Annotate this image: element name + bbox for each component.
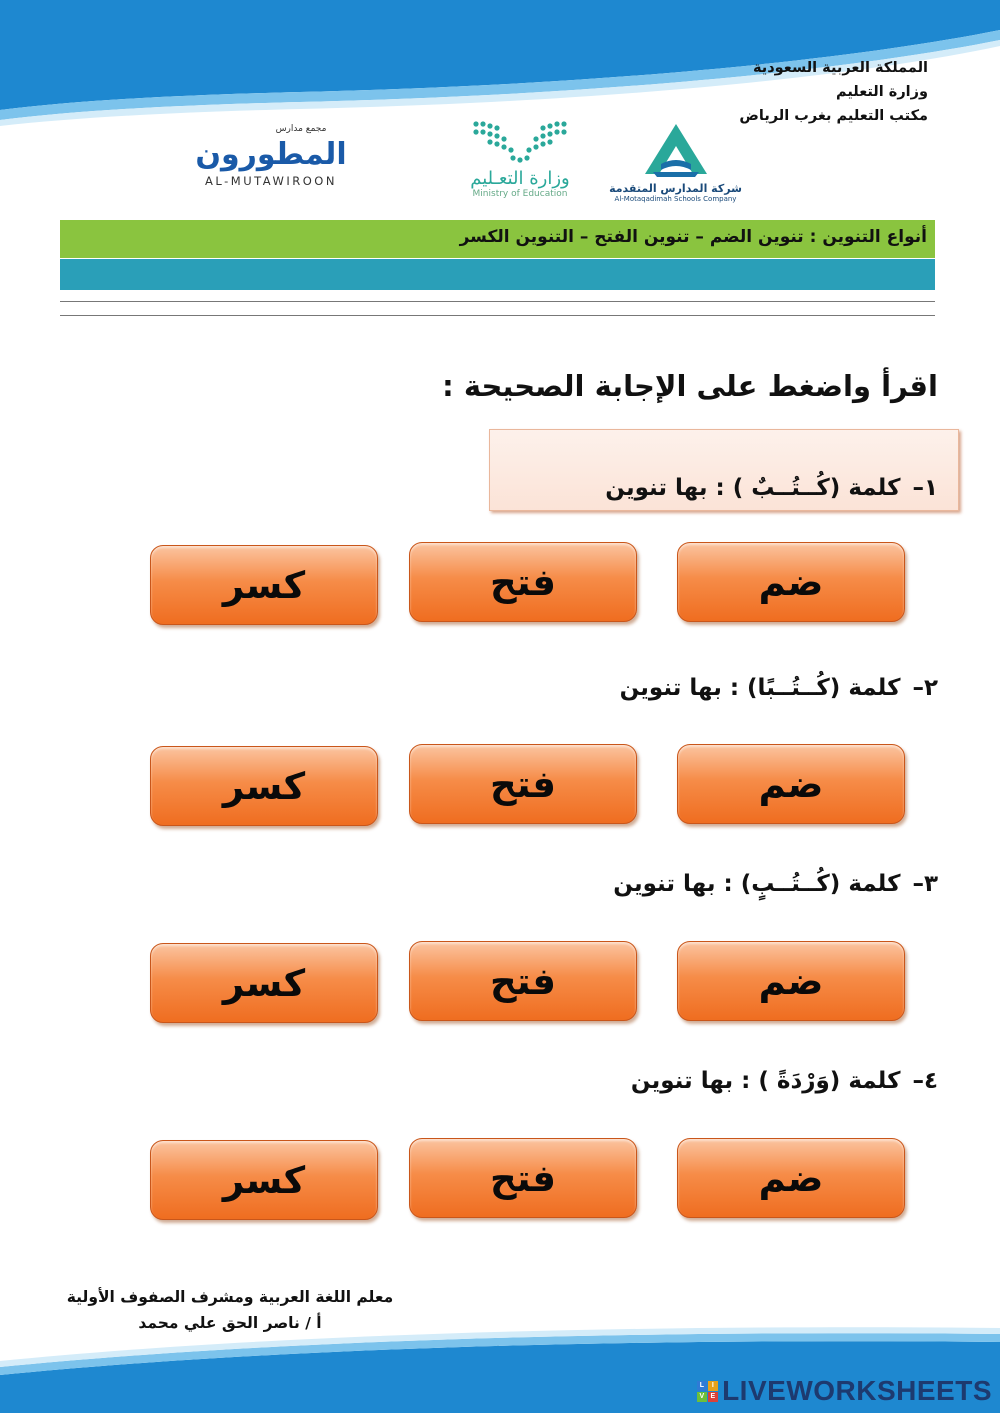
q1-option-damm-button[interactable]: ضم xyxy=(677,542,905,622)
header-line-3: مكتب التعليم بغرب الرياض xyxy=(739,108,928,124)
question-prefix: كلمة xyxy=(848,675,901,701)
topic-banner xyxy=(60,220,935,258)
q2-option-damm-button[interactable]: ضم xyxy=(677,744,905,824)
q3-option-damm-button[interactable]: ضم xyxy=(677,941,905,1021)
question-word: (كُــتُــبٍ) xyxy=(740,871,841,897)
question-prefix: كلمة xyxy=(848,475,901,501)
q2-option-kasr-button[interactable]: كسر xyxy=(150,746,378,826)
ministry-of-education-logo xyxy=(440,118,600,218)
question-word: (وَرْدَةً ) xyxy=(758,1068,841,1094)
instruction-heading: اقرأ واضغط على الإجابة الصحيحة : xyxy=(442,369,938,403)
q3-option-fath-button[interactable]: فتح xyxy=(409,941,637,1021)
mutawiroon-arabic: المطورون xyxy=(195,136,347,172)
q4-option-fath-button[interactable]: فتح xyxy=(409,1138,637,1218)
q4-option-kasr-button[interactable]: كسر xyxy=(150,1140,378,1220)
moq-english: Al-Motaqadimah Schools Company xyxy=(614,195,737,203)
mutawiroon-logo xyxy=(196,124,346,214)
liveworksheets-text: LIVEWORKSHEETS xyxy=(722,1375,992,1406)
question-suffix: : بها تنوين xyxy=(613,871,733,897)
divider-line-2 xyxy=(60,315,935,316)
liveworksheets-logo-icon: L I V E xyxy=(697,1381,718,1402)
divider-line-1 xyxy=(60,301,935,302)
moq-arabic: شركة المدارس المتقدمة xyxy=(609,182,742,195)
liveworksheets-brand xyxy=(697,1375,992,1407)
moe-dots-icon xyxy=(468,118,572,164)
q3-option-kasr-button[interactable]: كسر xyxy=(150,943,378,1023)
question-2 xyxy=(620,670,938,706)
question-number: ٣– xyxy=(912,871,938,897)
question-1 xyxy=(605,470,938,506)
header-line-2: وزارة التعليم xyxy=(835,84,928,100)
question-suffix: : بها تنوين xyxy=(605,475,725,501)
question-suffix: : بها تنوين xyxy=(619,675,740,701)
question-word: (كُــتُــبٌ ) xyxy=(732,475,841,501)
header-line-1: المملكة العربية السعودية xyxy=(753,60,928,76)
teacher-title: معلم اللغة العربية ومشرف الصفوف الأولية xyxy=(66,1288,394,1306)
q4-option-damm-button[interactable]: ضم xyxy=(677,1138,905,1218)
question-prefix: كلمة xyxy=(848,871,901,897)
motaqadimah-logo xyxy=(608,122,743,217)
topic-banner-title: أنواع التنوين : تنوين الضم – تنوين الفتح – التنوين الكسر xyxy=(459,227,927,247)
q1-option-kasr-button[interactable]: كسر xyxy=(150,545,378,625)
question-number: ٢– xyxy=(912,675,938,701)
q2-option-fath-button[interactable]: فتح xyxy=(409,744,637,824)
question-number: ٤– xyxy=(912,1068,938,1094)
mutawiroon-latin: AL-MUTAWIROON xyxy=(205,174,337,188)
question-4 xyxy=(631,1063,938,1099)
ministry-header xyxy=(739,56,928,128)
question-number: ١– xyxy=(912,475,938,501)
teacher-name: أ / ناصر الحق علي محمد xyxy=(138,1314,322,1332)
question-3 xyxy=(613,866,938,902)
teal-divider-bar xyxy=(60,259,935,290)
mutawiroon-small-text: مجمع مدارس xyxy=(275,124,327,134)
question-prefix: كلمة xyxy=(848,1068,901,1094)
moe-english: Ministry of Education xyxy=(472,189,568,199)
question-word: (كُــتُــبًا) xyxy=(747,675,841,701)
motaqadimah-emblem-icon xyxy=(641,122,711,178)
moe-arabic: وزارة التعـليم xyxy=(470,168,570,189)
question-suffix: : بها تنوين xyxy=(630,1068,751,1094)
q1-option-fath-button[interactable]: فتح xyxy=(409,542,637,622)
